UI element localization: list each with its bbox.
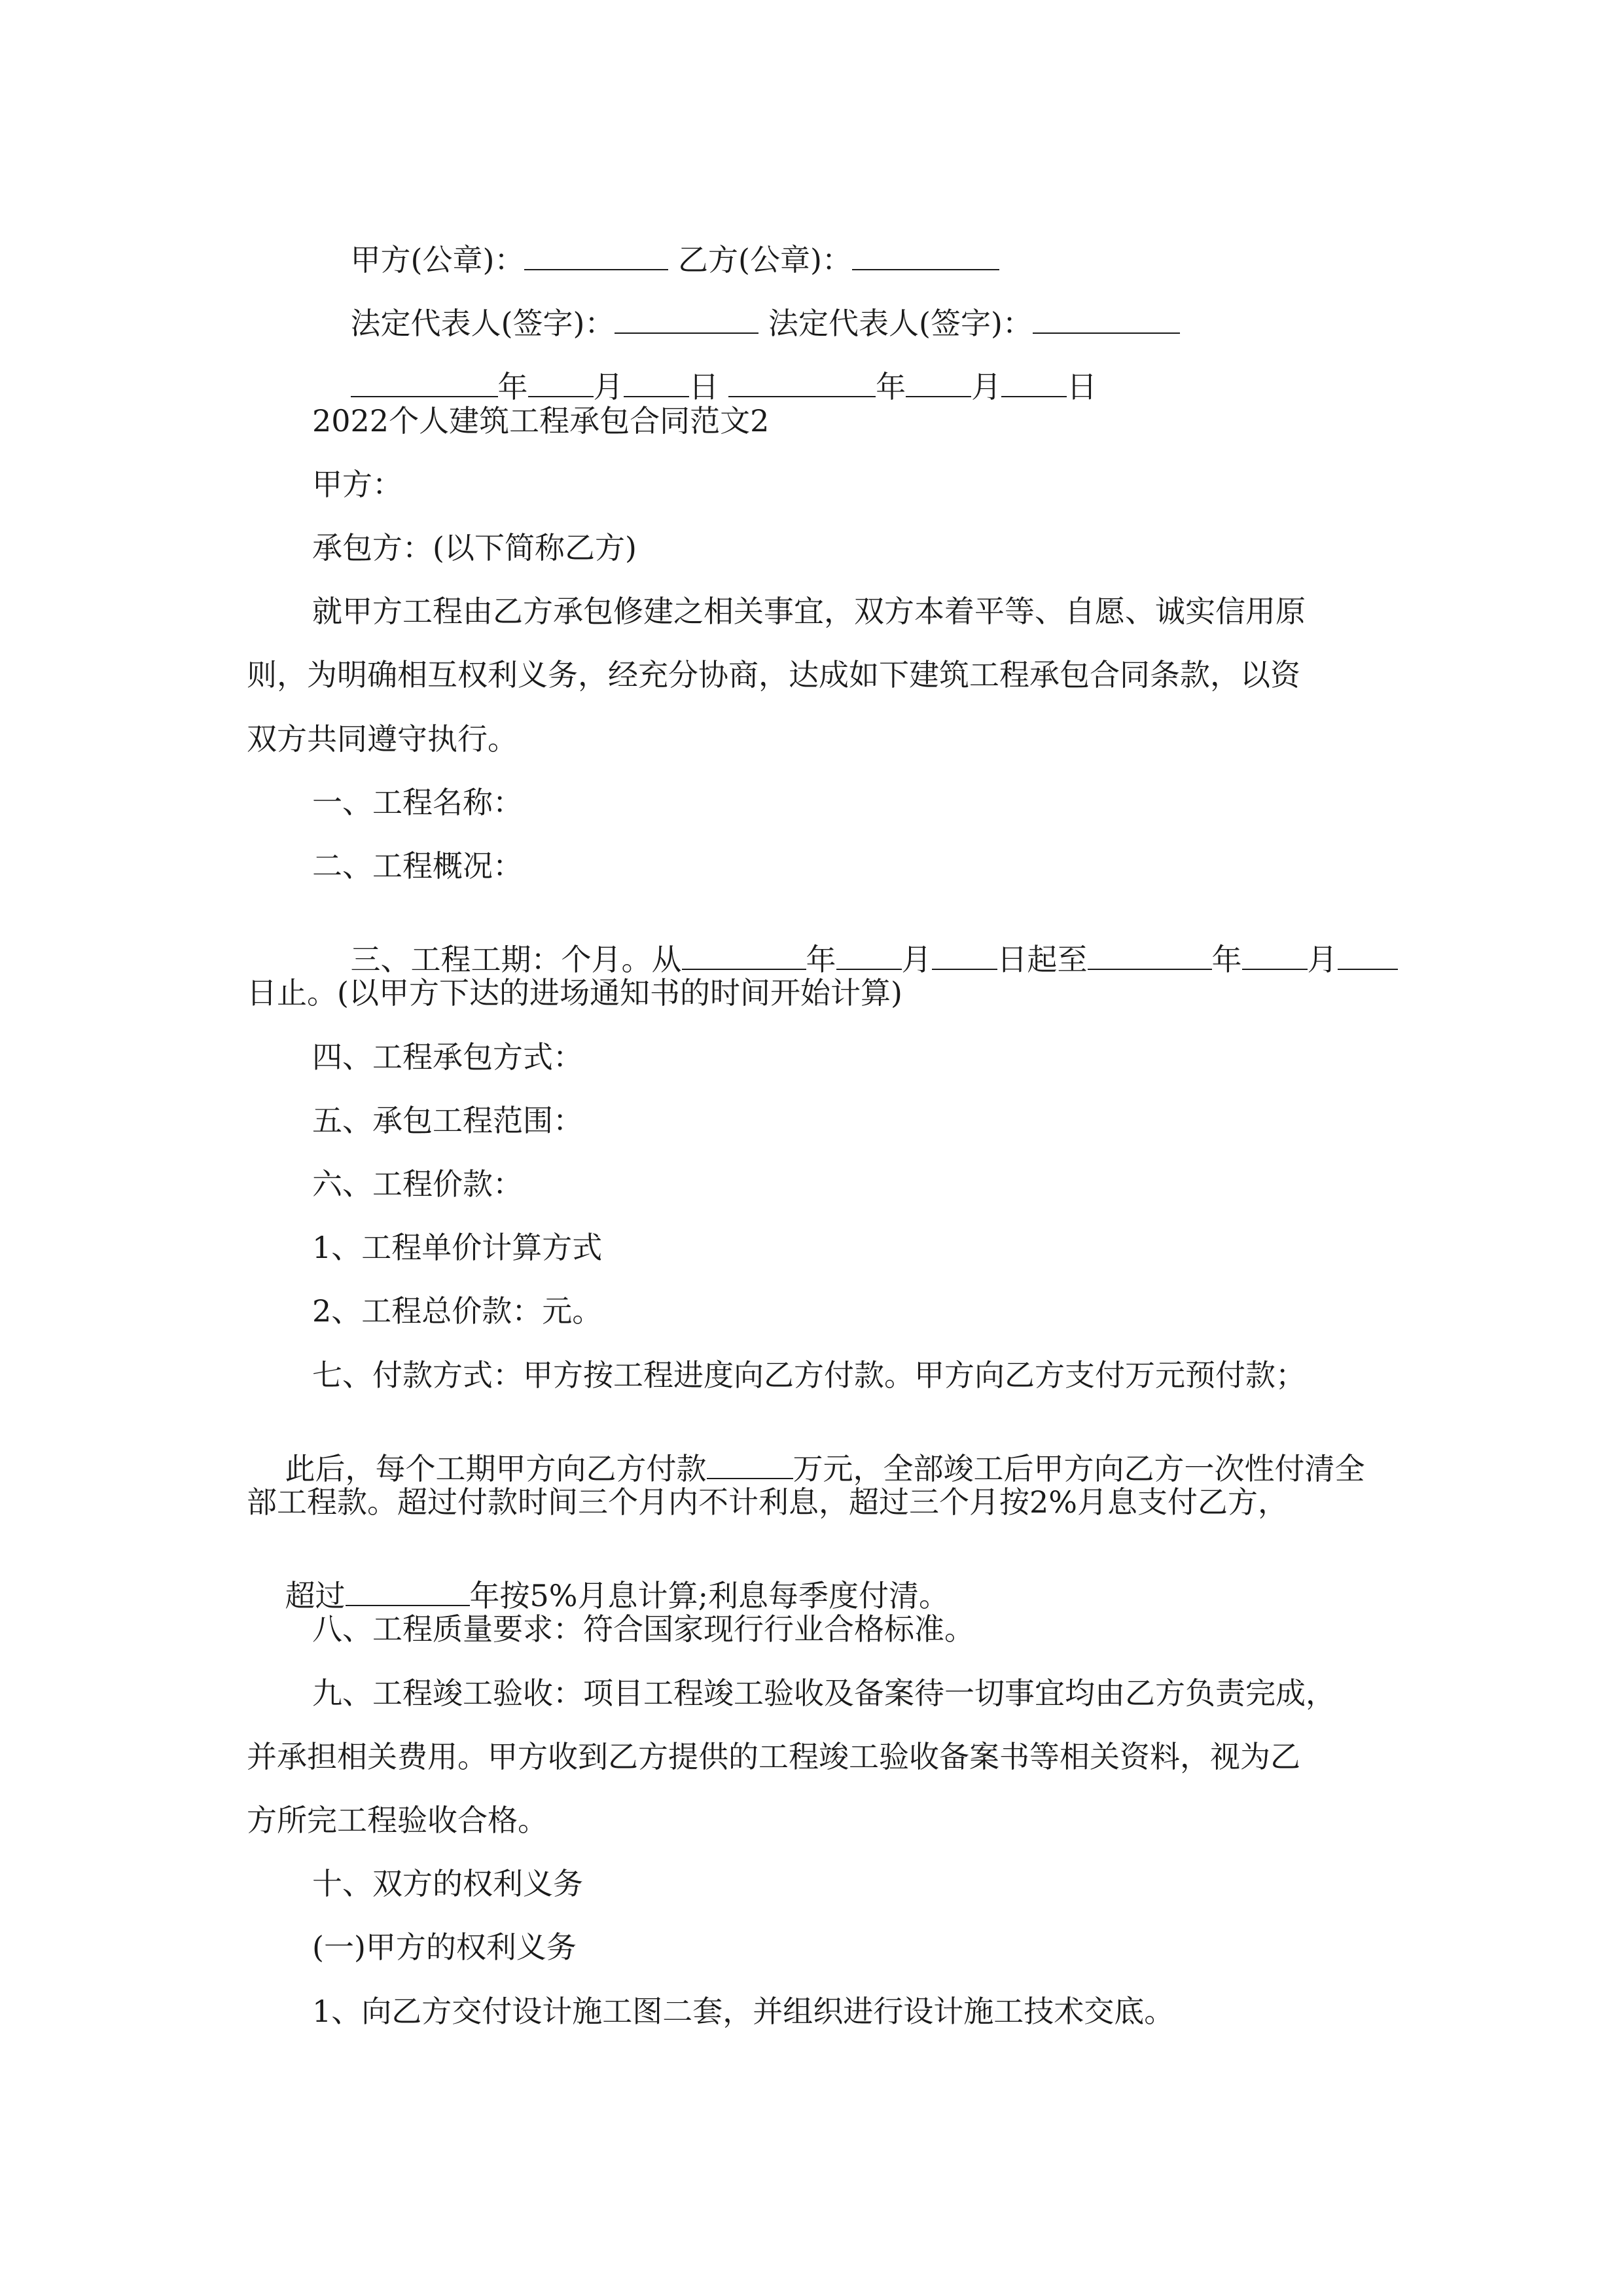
start-month-blank [836,945,902,970]
party-a-seal-label: 甲方(公章)： [350,242,525,278]
preamble-line-3: 双方共同遵守执行。 [247,721,518,757]
start-year-label: 年 [806,942,836,977]
contractor-line: 承包方：(以下简称乙方) [312,530,637,565]
date-day-blank [624,372,689,397]
party-b-representative-blank [1033,309,1180,334]
start-year-blank [682,945,806,970]
start-day-label: 日起至 [997,942,1088,977]
clause-7-line-3: 部工程款。超过付款时间三个月内不计利息，超过三个月按2%月息支付乙方， [247,1484,1288,1520]
clause-6-item-2: 2、工程总价款：元。 [312,1293,603,1329]
clause-1: 一、工程名称： [312,785,523,820]
party-b-seal-label: 乙方(公章)： [668,242,852,278]
date-year-label: 年 [497,369,528,404]
clause-10-item-1: 1、向乙方交付设计施工图二套，并组织进行设计施工技术交底。 [312,1994,1175,2029]
date-day-blank-2 [1001,372,1067,397]
date-month-label: 月 [593,369,624,404]
clause-6: 六、工程价款： [312,1166,523,1202]
end-month-label: 月 [1307,942,1338,977]
date-month-label-2: 月 [971,369,1002,404]
end-year-label: 年 [1211,942,1242,977]
preamble-line-2: 则，为明确相互权利义务，经充分协商，达成如下建筑工程承包合同条款，以资 [247,657,1300,692]
end-month-blank [1242,945,1308,970]
party-a-representative-blank [615,309,758,334]
clause-7-text-a: 此后，每个工期甲方向乙方付款 [285,1451,707,1486]
party-a-line: 甲方： [312,467,402,502]
party-b-seal-blank [852,245,999,270]
date-year-blank [351,372,498,397]
date-day-label-2: 日 [1067,369,1097,404]
clause-4: 四、工程承包方式： [312,1039,583,1075]
party-b-representative-label: 法定代表人(签字)： [758,306,1033,341]
clause-3-line-2: 日止。(以甲方下达的进场通知书的时间开始计算) [247,975,902,1011]
end-year-blank [1088,945,1212,970]
clause-9-line-1: 九、工程竣工验收：项目工程竣工验收及备案待一切事宜均由乙方负责完成， [312,1676,1336,1711]
start-day-blank [932,945,997,970]
clause-6-item-1: 1、工程单价计算方式 [312,1230,603,1265]
party-a-representative-label: 法定代表人(签字)： [350,306,615,341]
date-year-blank-2 [728,372,876,397]
clause-7-text-d: 年按5%月息计算;利息每季度付清。 [469,1578,949,1613]
clause-8: 八、工程质量要求：符合国家现行行业合格标准。 [312,1611,974,1647]
clause-7-text-c: 超过 [285,1578,346,1613]
preamble-line-1: 就甲方工程由乙方承包修建之相关事宜，双方本着平等、自愿、诚实信用原 [312,594,1306,629]
clause-10: 十、双方的权利义务 [312,1866,583,1901]
date-month-blank-2 [906,372,971,397]
clause-5: 五、承包工程范围： [312,1103,583,1138]
start-month-label: 月 [901,942,932,977]
overdue-years-blank [346,1581,470,1606]
date-month-blank [528,372,594,397]
clause-3-text: 三、工程工期：个月。从 [350,942,682,977]
date-year-label-2: 年 [876,369,906,404]
contract-title: 2022个人建筑工程承包合同范文2 [312,403,770,439]
clause-2: 二、工程概况： [312,848,523,884]
clause-10-subsection-1: (一)甲方的权利义务 [312,1929,577,1965]
date-day-label: 日 [688,369,729,404]
party-a-seal-blank [524,245,668,270]
clause-9-line-3: 方所完工程验收合格。 [247,1803,548,1838]
clause-9-line-2: 并承担相关费用。甲方收到乙方提供的工程竣工验收备案书等相关资料，视为乙 [247,1739,1300,1774]
end-day-blank [1338,945,1398,970]
clause-7-text-b: 万元，全部竣工后甲方向乙方一次性付清全 [793,1451,1365,1486]
clause-7-line-1: 七、付款方式：甲方按工程进度向乙方付款。甲方向乙方支付万元预付款； [312,1357,1306,1393]
installment-amount-blank [707,1454,793,1479]
